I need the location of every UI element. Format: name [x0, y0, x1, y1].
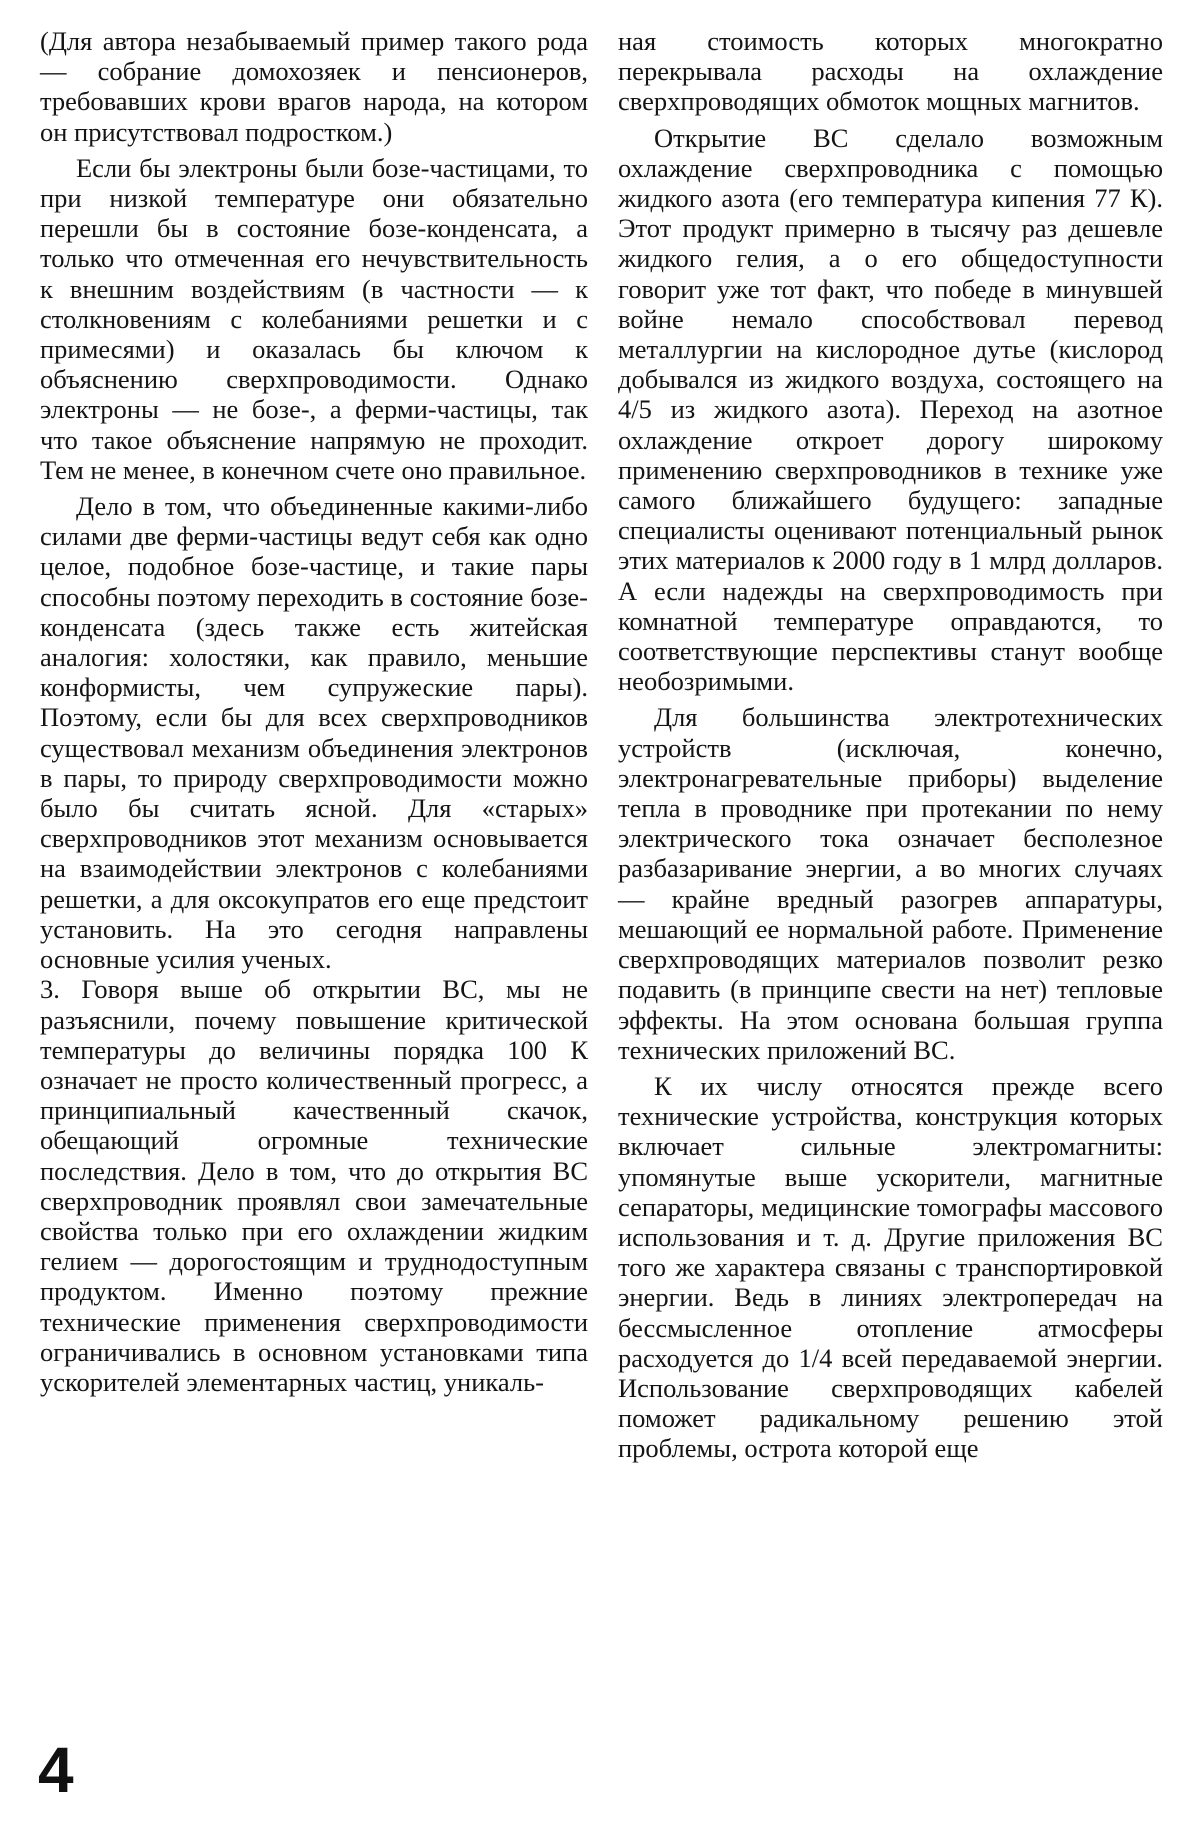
paragraph-fermi-pairs: Дело в том, что объединенные какими-либо силами две ферми-частицы ведут себя как одно целое, подобное бозе-частице, и такие пары способны поэтому переходить в состояние бозе-конденсата (здесь также есть житейская аналогия: холостяки, как правило, меньшие конформисты, чем супружеские пары). Поэтому, если бы для всех сверхпроводников существовал механизм объединения электронов в пары, то природу сверхпроводимости можно было бы считать ясной. Для «старых» сверхпроводников этот механизм основывается на взаимодействии электронов с колебаниями решетки, а для оксокупратов его еще предстоит установить. На это сегодня направлены основные усилия ученых. [40, 491, 588, 975]
paragraph-heat-loss: Для большинства электротехнических устройств (исключая, конечно, электронагревательные приборы) выделение тепла в проводнике при протекании по нему электрического тока означает бесполезное разбазаривание энергии, а во многих случаях — крайне вредный разогрев аппаратуры, мешающий ее нормальной работе. Применение сверхпроводящих материалов позволит резко подавить (в принципе свести на нет) тепловые эффекты. На этом основана большая группа технических приложений ВС. [618, 702, 1163, 1065]
paragraph-section-3: 3. Говоря выше об открытии ВС, мы не разъяснили, почему повышение критической температуры до величины порядка 100 К означает не просто количественный прогресс, а принципиальный качественный скачок, обещающий огромные технические последствия. Дело в том, что до открытия ВС сверхпроводник проявлял свои замечательные свойства только при его охлаждении жидким гелием — дорогостоящим и труднодоступным продуктом. Именно поэтому прежние технические применения сверхпроводимости ограничивались в основном установками типа ускорителей элементарных частиц, уникаль- [40, 974, 588, 1397]
page-number: 4 [38, 1734, 74, 1806]
left-column [40, 26, 588, 1397]
paragraph-continuation: ная стоимость которых многократно перекрывала расходы на охлаждение сверхпроводящих обмоток мощных магнитов. [618, 26, 1163, 117]
paragraph-bose-electrons: Если бы электроны были бозе-частицами, то при низкой температуре они обязательно перешли бы в состояние бозе-конденсата, а только что отмеченная его нечувствительность к внешним воздействиям (в частности — к столкновениям с колебаниями решетки и с примесями) и оказалась бы ключом к объяснению сверхпроводимости. Однако электроны — не бозе-, а ферми-частицы, так что такое объяснение напрямую не проходит. Тем не менее, в конечном счете оно правильное. [40, 152, 588, 485]
paragraph-nitrogen-cooling: Открытие ВС сделало возможным охлаждение сверхпроводника с помощью жидкого азота (его температура кипения 77 К). Этот продукт примерно в тысячу раз дешевле жидкого гелия, а о его общедоступности говорит уже тот факт, что победе в минувшей войне немало способствовал перевод металлургии на кислородное дутье (кислород добывался из жидкого воздуха, состоящего на 4/5 из жидкого азота). Переход на азотное охлаждение откроет дорогу широкому применению сверхпроводников в технике уже самого ближайшего будущего: западные специалисты оценивают потенциальный рынок этих материалов к 2000 году в 1 млрд долларов. А если надежды на сверхпроводимость при комнатной температуре оправдаются, то соответствующие перспективы станут вообще необозримыми. [618, 122, 1163, 697]
right-column [618, 26, 1163, 1464]
paragraph-applications: К их числу относятся прежде всего технические устройства, конструкция которых включает сильные электромагниты: упомянутые выше ускорители, магнитные сепараторы, медицинские томографы массового использования и т. д. Другие приложения ВС того же характера связаны с транспортировкой энергии. Ведь в линиях электропередач на бессмысленное отопление атмосферы расходуется до 1/4 всей передаваемой энергии. Использование сверхпроводящих кабелей поможет радикальному решению этой проблемы, острота которой еще [618, 1070, 1163, 1464]
paragraph-author-note: (Для автора незабываемый пример такого рода — собрание домохозяек и пенсионеров, требовавших крови врагов народа, на котором он присутствовал подростком.) [40, 26, 588, 147]
